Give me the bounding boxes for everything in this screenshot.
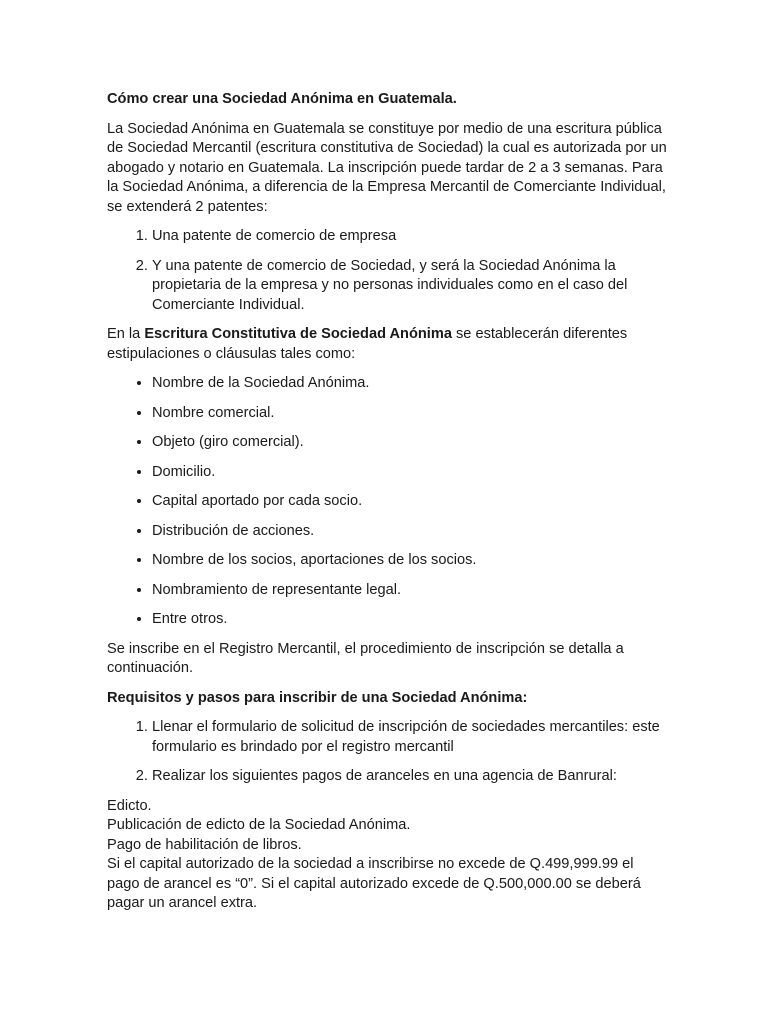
clausulas-list [107,374,667,630]
pago-line: Publicación de edicto de la Sociedad Anónima. [107,817,411,833]
list-item: • Objeto (giro comercial). [152,433,667,453]
list-item: • Capital aportado por cada socio. [152,492,667,512]
list-item: 1. Una patente de comercio de empresa [152,227,667,247]
list-item: • Nombre comercial. [152,404,667,424]
list-item: • Nombre de la Sociedad Anónima. [152,374,667,394]
list-item: • Entre otros. [152,610,667,630]
document-title: Cómo crear una Sociedad Anónima en Guatemala. [107,91,457,107]
registro-paragraph: Se inscribe en el Registro Mercantil, el procedimiento de inscripción se detalla a continuación. [107,640,624,676]
list-item: • Nombramiento de representante legal. [152,581,667,601]
list-item: 1. Llenar el formulario de solicitud de inscripción de sociedades mercantiles: este formulario es brindado por el registro mercantil [152,718,667,757]
list-item: • Distribución de acciones. [152,522,667,542]
list-item: • Nombre de los socios, aportaciones de los socios. [152,551,667,571]
pagos-block [107,797,667,914]
pago-line: Si el capital autorizado de la sociedad a inscribirse no excede de Q.499,999.99 el pago de arancel es “0”. Si el capital autorizado excede de Q.500,000.00 se deberá pagar un arancel extra. [107,856,641,911]
pago-line: Pago de habilitación de libros. [107,836,302,853]
escritura-text-post: se establecerán diferentes estipulaciones o cláusulas tales como: [107,326,628,362]
list-item: 2. Y una patente de comercio de Sociedad, y será la Sociedad Anónima la propietaria de la empresa y no personas individuales como en el caso del Comerciante Individual. [152,257,667,316]
document-page [107,90,667,914]
escritura-paragraph [107,325,667,364]
pasos-list [107,718,667,787]
list-item: • Domicilio. [152,463,667,483]
requisitos-heading: Requisitos y pasos para inscribir de una Sociedad Anónima: [107,689,528,706]
escritura-text-pre: En la [107,326,145,342]
escritura-bold-term: Escritura Constitutiva de Sociedad Anónima [144,326,452,342]
list-item: 2. Realizar los siguientes pagos de aranceles en una agencia de Banrural: [152,767,667,787]
intro-paragraph: La Sociedad Anónima en Guatemala se constituye por medio de una escritura pública de Sociedad Mercantil (escritura constitutiva de Sociedad) la cual es autorizada por un abogado y notario en Guatemala. La inscripción puede tardar de 2 a 3 semanas. Para la Sociedad Anónima, a diferencia de la Empresa Mercantil de Comerciante Individual, se extenderá 2 patentes: [107,120,667,215]
patentes-list [107,227,667,315]
pago-line: Edicto. [107,797,152,814]
